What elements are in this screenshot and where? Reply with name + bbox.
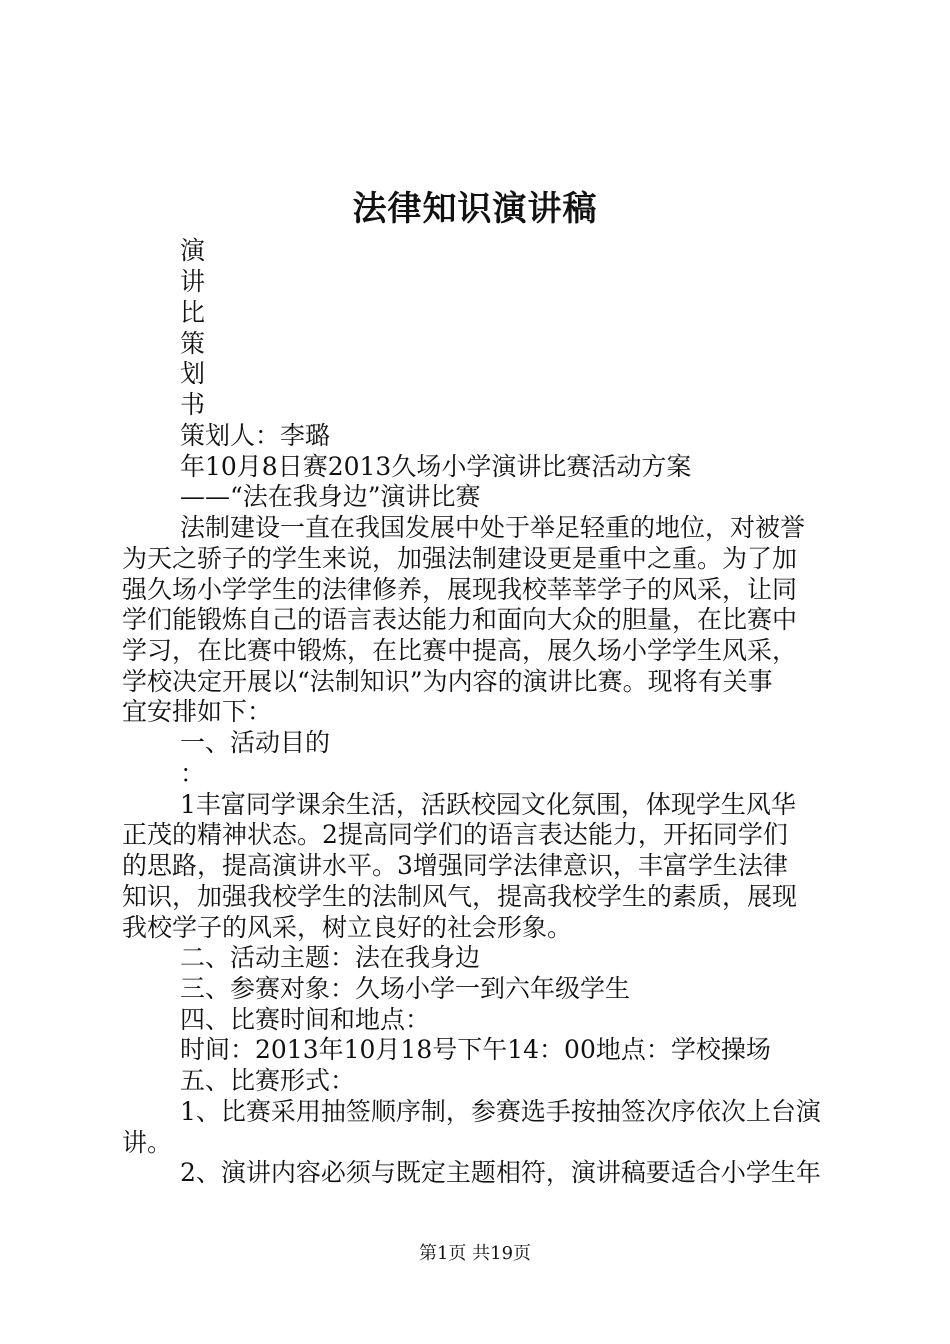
planner-line: 策划人：李璐 (180, 421, 331, 450)
page-footer: 第1页 共19页 (418, 1243, 532, 1264)
text-line: 演 (180, 236, 206, 265)
paragraph-line: 正茂的精神状态。2提高同学们的语言表达能力，开拓同学们 (122, 820, 788, 849)
paragraph-line: 学校决定开展以“法制知识”为内容的演讲比赛。现将有关事 (122, 667, 773, 696)
paragraph-line: 讲。 (122, 1128, 173, 1157)
section-heading: 三、参赛对象：久场小学一到六年级学生 (180, 974, 631, 1003)
paragraph-line: 1、比赛采用抽签顺序制，参赛选手按抽签次序依次上台演 (180, 1097, 821, 1126)
section-heading: 四、比赛时间和地点： (180, 1005, 431, 1034)
paragraph-line: 的思路，提高演讲水平。3增强同学法律意识，丰富学生法律 (122, 851, 788, 880)
subtitle-line: ——“法在我身边”演讲比赛 (180, 482, 481, 511)
text-line: 年10月8日赛2013久场小学演讲比赛活动方案 (180, 452, 692, 481)
section-heading: 一、活动目的 (180, 728, 331, 757)
text-line: 策 (180, 329, 206, 358)
text-line: 时间：2013年10月18号下午14：00地点：学校操场 (180, 1035, 771, 1064)
paragraph-line: 知识，加强我校学生的法制风气，提高我校学生的素质，展现 (122, 882, 798, 911)
paragraph-line: 宜安排如下： (122, 697, 273, 726)
section-heading: 五、比赛形式： (180, 1066, 356, 1095)
paragraph-line: 1丰富同学课余生活，活跃校园文化氛围，体现学生风华 (180, 790, 796, 819)
paragraph-line: 学们能锻炼自己的语言表达能力和面向大众的胆量，在比赛中 (122, 605, 798, 634)
paragraph-line: 我校学子的风采，树立良好的社会形象。 (122, 913, 573, 942)
text-line: ： (180, 759, 206, 788)
paragraph-line: 强久场小学学生的法律修养，展现我校莘莘学子的风采，让同 (122, 575, 798, 604)
paragraph-line: 2、演讲内容必须与既定主题相符，演讲稿要适合小学生年 (180, 1158, 821, 1187)
text-line: 书 (180, 390, 206, 419)
paragraph-line: 学习，在比赛中锻炼，在比赛中提高，展久场小学学生风采， (122, 636, 798, 665)
paragraph-line: 法制建设一直在我国发展中处于举足轻重的地位，对被誉 (180, 513, 806, 542)
paragraph-line: 为天之骄子的学生来说，加强法制建设更是重中之重。为了加 (122, 544, 798, 573)
section-heading: 二、活动主题：法在我身边 (180, 943, 481, 972)
text-line: 讲 (180, 267, 206, 296)
text-line: 比 (180, 298, 206, 327)
text-line: 划 (180, 359, 206, 388)
document-title: 法律知识演讲稿 (352, 189, 598, 229)
